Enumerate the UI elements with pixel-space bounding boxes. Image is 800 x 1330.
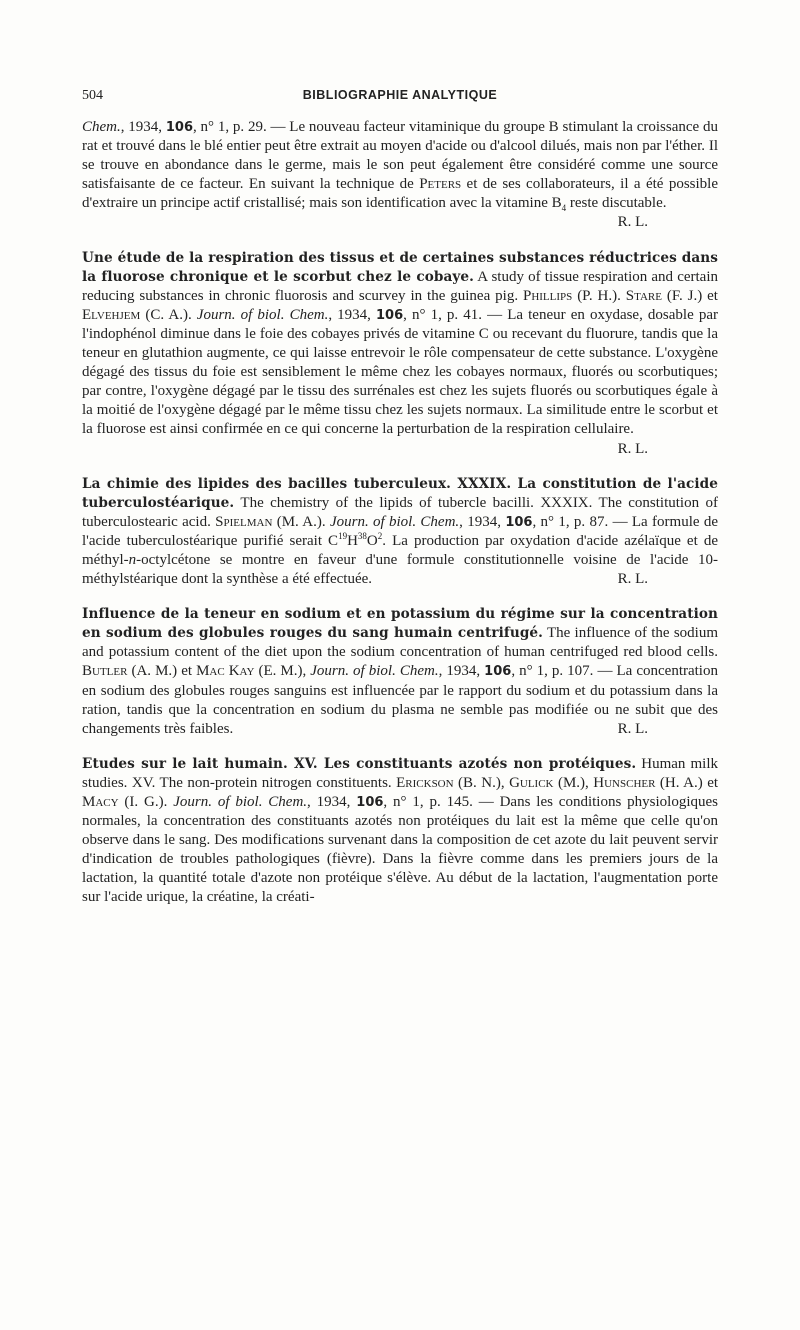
abstract-body: , n° 1, p. 107. — La concentration en sodium des globules rouges sanguins est influencée par le rapport du sodium et du potassium dans la ration, tandis que la concentration en sodium du plasma ne semble pas modifiée ou ne subit que des changements très faibles. bbox=[82, 663, 718, 737]
author-name: Mac Kay bbox=[196, 663, 255, 680]
english-title: The chemistry of the lipids of tubercle bacilli. XXXIX. The constitution of tuberculostearic acid. bbox=[82, 494, 718, 530]
abstract-body: , n° 1, p. 87. — La formule de l'acide tuberculostéarique purifié serait C bbox=[82, 513, 718, 549]
ref-text: , 1934, bbox=[438, 663, 485, 680]
abstract-body: , n° 1, p. 41. — La teneur en oxydase, dosable par l'indophénol diminue dans le foie des cobayes privés de vitamine C ou recevant du fluorure, tandis que la teneur en glutathion augmente, ce qui laisse entrevoir le rôle compensateur de cette substance. L'oxygène dégagé des tissus du foie est sensiblement le même chez les cobayes normaux, fluorés ou scorbutiques; par contre, l'oxygène dégagé par le tissu des surrénales est chez les sujets fluorés ou scorbutiques égale à la moitié de l'oxygène dégagé par le même tissu chez les sujets normaux. La similitude entre le scorbut et la fluorose est ainsi confirmée en ce qui concerne la perturbation de la respiration cellulaire. bbox=[82, 306, 718, 438]
journal-title: BIBLIOGRAPHIE ANALYTIQUE bbox=[302, 88, 498, 102]
body-text bbox=[82, 118, 718, 908]
signature: R. L. bbox=[617, 571, 648, 588]
author-initials: (C. A.). bbox=[140, 306, 197, 323]
journal-name: Journ. of biol. Chem. bbox=[196, 306, 329, 323]
ref-text: , 1934, bbox=[459, 513, 506, 530]
volume-number: 106 bbox=[376, 307, 404, 323]
author-initials: (F. J.) et bbox=[661, 287, 718, 304]
abstract-text bbox=[82, 475, 718, 590]
volume-number: 106 bbox=[356, 795, 384, 810]
author-name: Spielman bbox=[215, 513, 273, 530]
superscript: 19 bbox=[338, 530, 348, 541]
ref-text: , 1934, bbox=[120, 119, 166, 135]
author-name: Gulick bbox=[509, 774, 554, 791]
abstract-body: et de ses collaborateurs, il a été possible d'extraire un principe actif cristallisé; mais son identification avec la vitamine B bbox=[82, 176, 718, 212]
abstract-entry bbox=[82, 249, 718, 459]
formula-element: H bbox=[347, 532, 358, 549]
author-name: Macy bbox=[82, 794, 119, 810]
formula-element: O bbox=[366, 532, 378, 549]
journal-name: Chem. bbox=[82, 119, 121, 135]
signature: R. L. bbox=[617, 720, 648, 737]
entry-title: Etudes sur le lait humain. XV. Les constituants azotés non protéiques. bbox=[82, 755, 637, 772]
author-name: Phillips bbox=[522, 287, 573, 304]
author-initials: (M. A.). bbox=[272, 513, 330, 530]
abstract-body: . La production par oxydation d'acide azélaïque et de méthyl- bbox=[82, 532, 718, 568]
author-name: Erickson bbox=[396, 774, 454, 791]
author-initials: (A. M.) et bbox=[127, 663, 197, 680]
abstract-body: reste discutable. bbox=[566, 195, 667, 212]
italic-text: n bbox=[128, 551, 137, 568]
ref-text: , 1934, bbox=[307, 794, 357, 810]
abstract-entry-continued bbox=[82, 118, 718, 233]
author-initials: (E. M.), bbox=[254, 663, 311, 680]
ref-text: , 1934, bbox=[328, 306, 377, 323]
abstract-text bbox=[82, 118, 718, 213]
entry-title: Influence de la teneur en sodium et en potassium du régime sur la concentration en sodium des globules rouges du sang humain centrifugé. bbox=[82, 606, 718, 642]
abstract-body: , n° 1, p. 145. — Dans les conditions physiologiques normales, la concentration des constituants azotés non protéiques du lait est la même que celle qu'on observe dans le sang. Des modifications survenant dans la composition de cet azote du lait peuvent servir d'indication de troubles pathologiques (fièvre). Dans la fièvre comme dans les premiers jours de la lactation, la quantité totale d'azote non protéique s'élève. Au début de la lactation, l'augmentation porte sur l'acide urique, la créatine, la créati- bbox=[82, 794, 718, 906]
abstract-text bbox=[82, 605, 718, 739]
author-initials: (B. N.), bbox=[453, 774, 510, 791]
author-name: Hunscher bbox=[593, 774, 656, 791]
abstract-entry bbox=[82, 605, 718, 739]
abstract-entry bbox=[82, 755, 718, 908]
abstract-entry bbox=[82, 475, 718, 590]
abstract-text bbox=[82, 755, 718, 908]
superscript: 38 bbox=[357, 530, 367, 541]
abstract-body: , n° 1, p. 29. — Le nouveau facteur vitaminique du groupe B stimulant la croissance du rat et trouvé dans le blé entier peut être extrait au moyen d'acide ou d'alcool dilués, mais non par l'éther. Il se trouve en abondance dans le germe, mais le son peut également être considéré comme une source satisfaisante de ce facteur. En suivant la technique de bbox=[82, 119, 719, 193]
abstract-text bbox=[82, 249, 718, 440]
signature: R. L. bbox=[617, 440, 648, 457]
author-initials: (H. A.) et bbox=[655, 774, 719, 791]
journal-name: Journ. of biol. Chem. bbox=[173, 794, 308, 810]
english-title: Human milk studies. XV. The non-protein nitrogen constituents. bbox=[82, 755, 719, 791]
volume-number: 106 bbox=[165, 120, 193, 135]
author-initials: (I. G.). bbox=[118, 794, 174, 810]
page-number: 504 bbox=[82, 88, 103, 103]
journal-name: Journ. of biol. Chem. bbox=[310, 663, 439, 680]
author-initials: (M.), bbox=[553, 774, 594, 791]
author-name: Peters bbox=[419, 176, 462, 193]
volume-number: 106 bbox=[505, 514, 533, 530]
author-name: Butler bbox=[82, 663, 128, 680]
journal-name: Journ. of biol. Chem. bbox=[329, 513, 460, 530]
entry-title: Une étude de la respiration des tissus et de certaines substances réductrices dans la fluorose chronique et le scorbut chez le cobaye. bbox=[82, 249, 718, 285]
english-title: The influence of the sodium and potassium content of the diet upon the sodium concentration of human centrifuged red blood cells. bbox=[82, 625, 718, 661]
english-title: A study of tissue respiration and certain reducing substances in chronic fluorosis and scurvey in the guinea pig. bbox=[82, 268, 719, 304]
entry-title: La chimie des lipides des bacilles tuberculeux. XXXIX. La constitution de l'acide tuberculostéarique. bbox=[82, 475, 718, 511]
author-name: Elvehjem bbox=[82, 306, 141, 323]
running-head bbox=[82, 88, 718, 108]
signature: R. L. bbox=[617, 214, 648, 231]
volume-number: 106 bbox=[484, 664, 512, 680]
subscript: 4 bbox=[561, 203, 567, 214]
superscript: 2 bbox=[377, 530, 383, 541]
author-name: Stare bbox=[625, 287, 662, 304]
abstract-body: -octylcétone se montre en faveur d'une formule constitutionnelle voisine de l'acide 10-méthylstéarique dont la synthèse a été effectuée. bbox=[82, 551, 718, 588]
author-initials: (P. H.). bbox=[572, 287, 626, 304]
